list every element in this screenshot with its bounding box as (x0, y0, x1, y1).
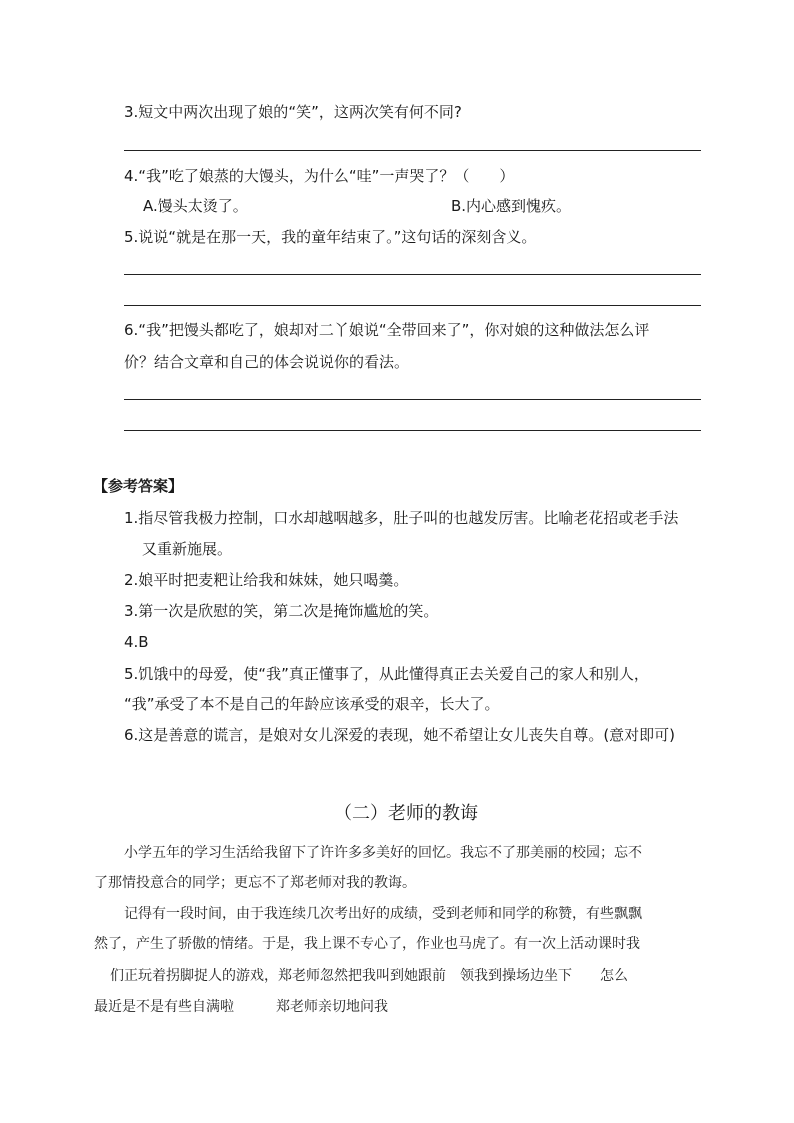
answer-2: 2.娘平时把麦粑让给我和妹妹，她只喝羹。 (124, 571, 409, 589)
section-title: （二）老师的教诲 (334, 803, 478, 824)
answer-6: 6.这是善意的谎言，是娘对女儿深爱的表现，她不希望让女儿丧失自尊。(意对即可) (124, 726, 676, 744)
question-3: 3.短文中两次出现了娘的“笑”，这两次笑有何不同? (124, 103, 462, 121)
question-4: 4.“我”吃了娘蒸的大馒头，为什么“哇”一声哭了？（ ） (124, 167, 515, 185)
question-4-option-b: B.内心感到愧疚。 (451, 197, 572, 215)
question-4-option-a: A.馒头太烫了。 (143, 197, 248, 215)
answer-5-line-2: “我”承受了本不是自己的年龄应该承受的艰辛，长大了。 (124, 695, 500, 713)
story-paragraph-1-line-1: 小学五年的学习生活给我留下了许许多多美好的回忆。我忘不了那美丽的校园；忘不 (124, 845, 642, 861)
question-6-line-1: 6.“我”把馒头都吃了，娘却对二丫娘说“全带回来了”，你对娘的这种做法怎么评 (124, 321, 650, 339)
answer-line (124, 274, 701, 275)
answers-heading: 【参考答案】 (93, 477, 184, 495)
story-paragraph-2-line-1: 记得有一段时间，由于我连续几次考出好的成绩，受到老师和同学的称赞，有些飘飘 (124, 906, 642, 922)
answer-line (124, 150, 701, 151)
answer-3: 3.第一次是欣慰的笑，第二次是掩饰尴尬的笑。 (124, 602, 439, 620)
story-paragraph-2-line-4: 最近是不是有些自满啦 郑老师亲切地问我 (94, 999, 388, 1015)
question-6-line-2: 价？结合文章和自己的体会说说你的看法。 (124, 353, 410, 371)
story-paragraph-2-line-3: 们正玩着拐脚捉人的游戏，郑老师忽然把我叫到她跟前 领我到操场边坐下 怎么 (110, 968, 628, 984)
answer-5-line-1: 5.饥饿中的母爱，使“我”真正懂事了，从此懂得真正去关爱自己的家人和别人， (124, 665, 649, 683)
answer-1-line-2: 又重新施展。 (142, 540, 233, 558)
answer-line (124, 305, 701, 306)
answer-line (124, 430, 701, 431)
answer-line (124, 399, 701, 400)
story-paragraph-1-line-2: 了那情投意合的同学；更忘不了郑老师对我的教诲。 (94, 875, 416, 891)
question-5: 5.说说“就是在那一天，我的童年结束了。”这句话的深刻含义。 (124, 228, 537, 246)
answer-1-line-1: 1.指尽管我极力控制，口水却越咽越多，肚子叫的也越发厉害。比喻老花招或老手法 (124, 509, 679, 527)
answer-4: 4.B (124, 633, 149, 651)
story-paragraph-2-line-2: 然了，产生了骄傲的情绪。于是，我上课不专心了，作业也马虎了。有一次上活动课时我 (94, 936, 640, 952)
